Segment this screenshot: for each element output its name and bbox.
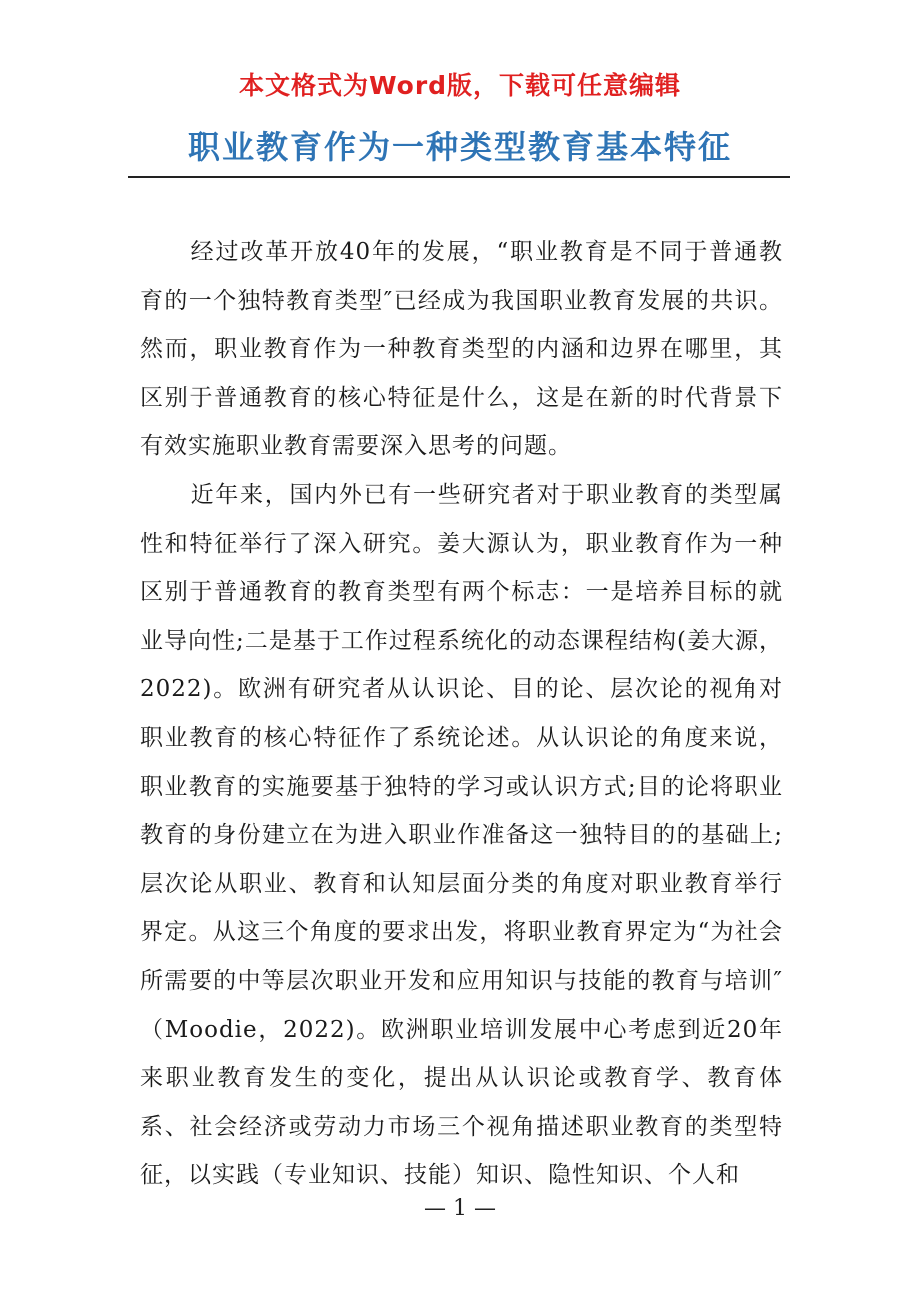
document-body: [140, 228, 783, 1200]
document-title: 职业教育作为一种类型教育基本特征: [187, 128, 732, 166]
paragraph-2: 近年来，国内外已有一些研究者对于职业教育的类型属性和特征举行了深入研究。姜大源认为，职业教育作为一种区别于普通教育的教育类型有两个标志：一是培养目标的就业导向性;二是基于工作过程系统化的动态课程结构(姜大源，2022)。欧洲有研究者从认识论、目的论、层次论的视角对职业教育的核心特征作了系统论述。从认识论的角度来说，职业教育的实施要基于独特的学习或认识方式;目的论将职业教育的身份建立在为进入职业作准备这一独特目的的基础上;层次论从职业、教育和认知层面分类的角度对职业教育举行界定。从这三个角度的要求出发，将职业教育界定为“为社会所需要的中等层次职业开发和应用知识与技能的教育与培训″（Moodie，2022)。欧洲职业培训发展中心考虑到近20年来职业教育发生的变化，提出从认识论或教育学、教育体系、社会经济或劳动力市场三个视角描述职业教育的类型特征，以实践（专业知识、技能）知识、隐性知识、个人和: [140, 481, 783, 1189]
paragraph-1: 经过改革开放40年的发展，“职业教育是不同于普通教育的一个独特教育类型″已经成为我国职业教育发展的共识。然而，职业教育作为一种教育类型的内涵和边界在哪里，其区别于普通教育的核心特征是什么，这是在新的时代背景下有效实施职业教育需要深入思考的问题。: [140, 239, 783, 460]
page-number: — 1 —: [424, 1196, 496, 1221]
format-banner: 本文格式为Word版，下载可任意编辑: [238, 71, 682, 100]
title-divider: [128, 176, 790, 178]
